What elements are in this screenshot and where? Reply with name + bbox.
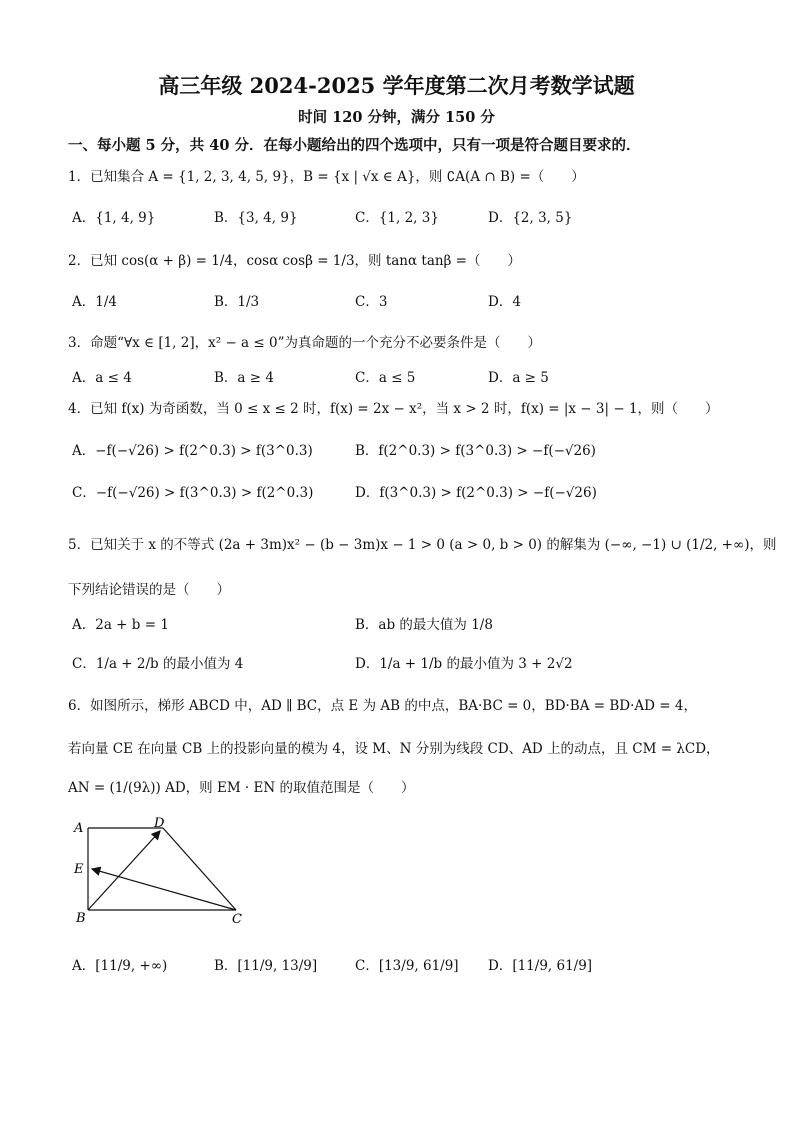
question-2-option-a: A．1/4 [72, 294, 117, 310]
question-4-option-c: C．−f(−√26) > f(3^0.3) > f(2^0.3) [72, 485, 314, 501]
label-b: B [76, 911, 86, 924]
question-3-stem: 3．命题“∀x ∈ [1, 2]，x² − a ≤ 0”为真命题的一个充分不必要条件是（ ） [68, 335, 541, 351]
question-4-stem: 4．已知 f(x) 为奇函数，当 0 ≤ x ≤ 2 时，f(x) = 2x − x²，当 x > 2 时，f(x) = |x − 3| − 1，则（ ） [68, 401, 719, 417]
exam-time-info: 时间 120 分钟，满分 150 分 [298, 109, 495, 126]
question-4-option-d: D．f(3^0.3) > f(2^0.3) > −f(−√26) [355, 485, 597, 501]
label-d: D [154, 816, 165, 831]
question-1-option-a: A．{1, 4, 9} [72, 210, 156, 226]
section-heading: 一、每小题 5 分，共 40 分．在每小题给出的四个选项中，只有一项是符合题目要求的． [68, 137, 641, 154]
question-6-option-d: D．[11/9, 61/9] [488, 958, 593, 974]
question-6-stem-cont: 若向量 CE 在向量 CB 上的投影向量的模为 4，设 M、N 分别为线段 CD、AD 上的动点，且 CM = λCD， [68, 741, 720, 757]
label-a: A [74, 821, 84, 836]
question-2-stem: 2．已知 cos(α + β) = 1/4，cosα cosβ = 1/3，则 tanα tanβ =（ ） [68, 253, 521, 269]
label-e: E [74, 862, 84, 877]
question-3-option-a: A．a ≤ 4 [72, 370, 132, 386]
question-5-option-c: C．1/a + 2/b 的最小值为 4 [72, 656, 244, 672]
question-3-option-c: C．a ≤ 5 [355, 370, 416, 386]
question-1-stem: 1．已知集合 A = {1, 2, 3, 4, 5, 9}，B = {x | √x ∈ A}，则 ∁A(A ∩ B) =（ ） [68, 169, 585, 185]
question-5-stem: 5．已知关于 x 的不等式 (2a + 3m)x² − (b − 3m)x − 1 > 0 (a > 0, b > 0) 的解集为 (−∞, −1) ∪ (1/2, +∞)，则 [68, 537, 777, 553]
question-2-option-d: D．4 [488, 294, 521, 310]
question-2-option-c: C．3 [355, 294, 388, 310]
question-5-stem-cont: 下列结论错误的是（ ） [68, 582, 230, 598]
question-5-option-b: B．ab 的最大值为 1/8 [355, 617, 493, 633]
label-c: C [232, 912, 242, 924]
trapezoid-figure [60, 812, 260, 924]
question-4-option-b: B．f(2^0.3) > f(3^0.3) > −f(−√26) [355, 443, 596, 459]
segment-dc [163, 828, 236, 910]
question-2-option-b: B．1/3 [214, 294, 260, 310]
question-1-option-b: B．{3, 4, 9} [214, 210, 298, 226]
question-3-option-d: D．a ≥ 5 [488, 370, 549, 386]
question-1-option-c: C．{1, 2, 3} [355, 210, 439, 226]
question-6-option-c: C．[13/9, 61/9] [355, 958, 459, 974]
question-5-option-a: A．2a + b = 1 [72, 617, 169, 633]
vector-ce [92, 869, 236, 910]
question-6-option-a: A．[11/9, +∞) [72, 958, 168, 974]
question-5-option-d: D．1/a + 1/b 的最小值为 3 + 2√2 [355, 656, 573, 672]
question-1-option-d: D．{2, 3, 5} [488, 210, 573, 226]
question-6-option-b: B．[11/9, 13/9] [214, 958, 318, 974]
question-3-option-b: B．a ≥ 4 [214, 370, 274, 386]
question-6-stem: 6．如图所示，梯形 ABCD 中，AD ∥ BC，点 E 为 AB 的中点，BA·BC = 0，BD·BA = BD·AD = 4， [68, 698, 697, 714]
question-6-stem-cont2: AN = (1/(9λ)) AD，则 EM · EN 的取值范围是（ ） [68, 780, 415, 796]
page-title: 高三年级 2024-2025 学年度第二次月考数学试题 [158, 73, 635, 98]
question-4-option-a: A．−f(−√26) > f(2^0.3) > f(3^0.3) [72, 443, 313, 459]
